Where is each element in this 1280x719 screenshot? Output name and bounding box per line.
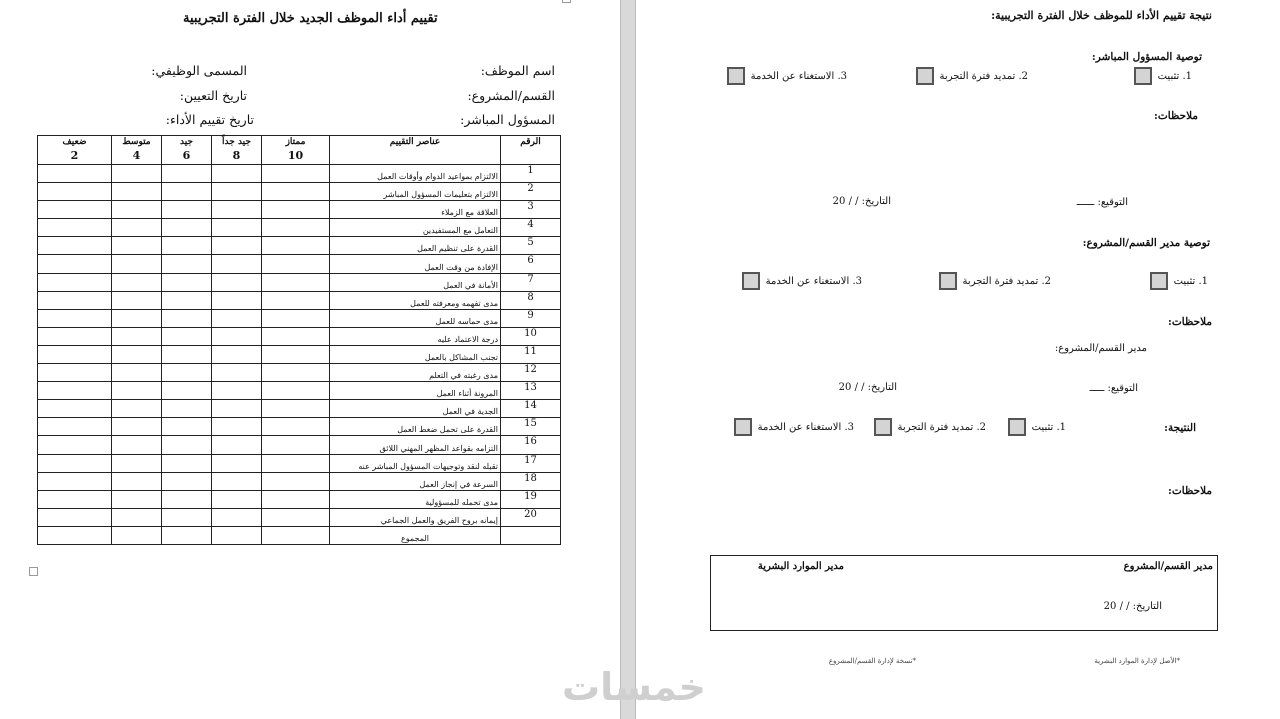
score-cell[interactable] [38,309,112,327]
table-row [38,345,561,363]
score-cell[interactable] [112,436,162,454]
department-label: القسم/المشروع: [467,88,555,103]
score-cell[interactable] [162,309,212,327]
job-title-label: المسمى الوظيفي: [151,63,247,78]
page-gutter [620,0,636,719]
footer-original-note: *الأصل لإدارة الموارد البشرية [1094,657,1180,665]
score-cell[interactable] [212,508,262,526]
score-cell[interactable] [262,183,330,201]
row-item: القدرة على تحمل ضغط العمل [330,418,501,436]
score-cell[interactable] [162,400,212,418]
score-cell[interactable] [162,327,212,345]
score-cell[interactable] [38,345,112,363]
header-number: الرقم [501,136,561,165]
score-cell[interactable] [162,508,212,526]
score-cell[interactable] [112,237,162,255]
header-weak: ضعيف 2 [38,136,112,165]
manager-notes-label: ملاحظات: [1154,110,1198,122]
score-cell[interactable] [162,490,212,508]
score-cell[interactable] [38,436,112,454]
row-item: التعامل مع المستفيدين [330,219,501,237]
score-cell[interactable] [262,255,330,273]
score-cell[interactable] [262,454,330,472]
score-cell[interactable] [212,201,262,219]
score-cell[interactable] [112,201,162,219]
header-elements: عناصر التقييم [330,136,501,165]
dept-signature: التوقيع: ـــــ [1089,383,1138,394]
table-row [38,436,561,454]
row-item: التزامه بقواعد المظهر المهني اللائق [330,436,501,454]
score-cell[interactable] [262,327,330,345]
score-cell[interactable] [112,327,162,345]
table-row [38,400,561,418]
score-cell[interactable] [262,472,330,490]
table-row [38,364,561,382]
table-row [38,490,561,508]
footer-copy-note: *نسخة لإدارة القسم/المشروع [828,657,916,665]
row-item: القدرة على تنظيم العمل [330,237,501,255]
employee-name-label: اسم الموظف: [480,63,555,78]
score-cell[interactable] [212,219,262,237]
form-title: تقييم أداء الموظف الجديد خلال الفترة التجريبية [183,11,438,26]
score-cell[interactable] [162,165,212,183]
row-number: 20 [501,508,561,526]
row-number: 12 [501,364,561,382]
score-cell[interactable] [212,418,262,436]
score-cell[interactable] [38,364,112,382]
score-cell[interactable] [38,273,112,291]
row-item: تقبله لنقد وتوجيهات المسؤول المباشر عنه [330,454,501,472]
score-cell[interactable] [38,382,112,400]
table-row [38,291,561,309]
result-title: نتيجة تقييم الأداء للموظف خلال الفترة التجريبية: [991,9,1212,22]
score-cell[interactable] [112,219,162,237]
row-number: 9 [501,309,561,327]
score-cell[interactable] [212,400,262,418]
score-cell[interactable] [262,309,330,327]
dept-option-extend[interactable]: 2. تمديد فترة التجربة [939,272,1051,290]
score-cell[interactable] [262,237,330,255]
score-cell[interactable] [212,472,262,490]
evaluation-date-label: تاريخ تقييم الأداء: [165,112,254,127]
score-cell[interactable] [38,201,112,219]
row-item: مدى رغبته في التعلم [330,364,501,382]
total-label: المجموع [330,526,501,544]
dept-notes-label: ملاحظات: [1168,316,1212,328]
checkbox-icon[interactable] [1134,67,1152,85]
score-cell[interactable] [262,165,330,183]
score-cell[interactable] [212,237,262,255]
score-cell[interactable] [162,219,212,237]
score-cell[interactable] [38,219,112,237]
watermark-logo: خمسات [562,665,706,709]
score-cell[interactable] [212,183,262,201]
checkbox-icon[interactable] [734,418,752,436]
evaluation-table [37,135,561,545]
row-item: مدى تحمله للمسؤولية [330,490,501,508]
score-cell[interactable] [262,382,330,400]
score-cell[interactable] [112,183,162,201]
score-cell[interactable] [212,309,262,327]
score-cell[interactable] [38,165,112,183]
result-option-extend[interactable]: 2. تمديد فترة التجربة [874,418,986,436]
header-excellent: ممتاز 10 [262,136,330,165]
score-cell[interactable] [112,345,162,363]
box-hr-manager: مدير الموارد البشرية [757,561,844,572]
score-cell[interactable] [212,327,262,345]
checkbox-icon[interactable] [916,67,934,85]
total-blank-cell [501,526,561,544]
page-marker-icon [562,0,571,3]
checkbox-icon[interactable] [1150,272,1168,290]
score-cell[interactable] [38,237,112,255]
dept-option-confirm[interactable]: 1. تثبيت [1150,272,1208,290]
table-row [38,418,561,436]
score-cell[interactable] [162,237,212,255]
table-row [38,219,561,237]
manager-signature: التوقيع: ــــــ [1076,197,1128,208]
score-cell[interactable] [262,418,330,436]
score-cell[interactable] [212,454,262,472]
score-cell[interactable] [212,364,262,382]
page-left [0,0,620,719]
total-score-cell[interactable] [38,526,112,544]
score-cell[interactable] [112,273,162,291]
box-dept-manager: مدير القسم/المشروع [1123,561,1213,572]
table-row [38,508,561,526]
score-cell[interactable] [112,382,162,400]
score-cell[interactable] [212,436,262,454]
score-cell[interactable] [112,309,162,327]
score-cell[interactable] [212,255,262,273]
score-cell[interactable] [262,364,330,382]
dept-manager-label: مدير القسم/المشروع: [1054,343,1147,354]
score-cell[interactable] [262,508,330,526]
table-row [38,309,561,327]
table-row [38,327,561,345]
manager-date: التاريخ: / / 20 [832,196,891,207]
header-good: جيد 6 [162,136,212,165]
result-notes-label: ملاحظات: [1168,485,1212,497]
row-number: 7 [501,273,561,291]
total-row [38,526,561,544]
dept-recommendation-heading: توصية مدير القسم/المشروع: [1082,237,1210,249]
checkbox-icon[interactable] [874,418,892,436]
score-cell[interactable] [262,273,330,291]
score-cell[interactable] [162,183,212,201]
row-number: 11 [501,345,561,363]
table-row [38,201,561,219]
manager-option-extend[interactable]: 2. تمديد فترة التجربة [916,67,1028,85]
manager-recommendation-heading: توصية المسؤول المباشر: [1091,51,1202,63]
row-number: 4 [501,219,561,237]
checkbox-icon[interactable] [742,272,760,290]
score-cell[interactable] [38,472,112,490]
hire-date-label: تاريخ التعيين: [179,88,247,103]
score-cell[interactable] [112,165,162,183]
score-cell[interactable] [162,454,212,472]
result-option-confirm[interactable]: 1. تثبيت [1008,418,1066,436]
checkbox-icon[interactable] [1008,418,1026,436]
result-option-terminate[interactable]: 3. الاستغناء عن الخدمة [734,418,854,436]
table-header-row [38,136,561,165]
table-row [38,382,561,400]
score-cell[interactable] [112,454,162,472]
score-cell[interactable] [162,255,212,273]
total-score-cell[interactable] [162,526,212,544]
row-item: تجنب المشاكل بالعمل [330,345,501,363]
row-number: 16 [501,436,561,454]
score-cell[interactable] [162,382,212,400]
header-very-good: جيد جداً 8 [212,136,262,165]
row-number: 3 [501,201,561,219]
total-score-cell[interactable] [112,526,162,544]
table-row [38,183,561,201]
row-item: الأمانة في العمل [330,273,501,291]
row-item: مدى حماسه للعمل [330,309,501,327]
direct-manager-label: المسؤول المباشر: [460,112,555,127]
row-number: 15 [501,418,561,436]
score-cell[interactable] [212,382,262,400]
score-cell[interactable] [212,273,262,291]
score-cell[interactable] [112,291,162,309]
score-cell[interactable] [262,490,330,508]
row-number: 18 [501,472,561,490]
score-cell[interactable] [212,490,262,508]
score-cell[interactable] [38,454,112,472]
score-cell[interactable] [112,400,162,418]
score-cell[interactable] [262,400,330,418]
total-score-cell[interactable] [262,526,330,544]
row-item: الالتزام بتعليمات المسؤول المباشر [330,183,501,201]
table-row [38,255,561,273]
score-cell[interactable] [162,201,212,219]
score-cell[interactable] [38,490,112,508]
score-cell[interactable] [38,400,112,418]
row-number: 10 [501,327,561,345]
row-item: درجة الاعتماد عليه [330,327,501,345]
score-cell[interactable] [162,436,212,454]
table-row [38,165,561,183]
score-cell[interactable] [112,508,162,526]
score-cell[interactable] [38,508,112,526]
row-number: 17 [501,454,561,472]
score-cell[interactable] [38,255,112,273]
paragraph-marker-icon [29,567,38,576]
score-cell[interactable] [212,345,262,363]
table-row [38,472,561,490]
total-score-cell[interactable] [212,526,262,544]
score-cell[interactable] [212,291,262,309]
row-number: 14 [501,400,561,418]
row-number: 2 [501,183,561,201]
row-number: 8 [501,291,561,309]
score-cell[interactable] [112,472,162,490]
score-cell[interactable] [262,291,330,309]
box-date: التاريخ: / / 20 [1103,601,1162,612]
row-number: 5 [501,237,561,255]
score-cell[interactable] [212,165,262,183]
score-cell[interactable] [162,418,212,436]
score-cell[interactable] [38,183,112,201]
table-row [38,237,561,255]
table-row [38,454,561,472]
row-item: الجدية في العمل [330,400,501,418]
score-cell[interactable] [262,436,330,454]
dept-option-terminate[interactable]: 3. الاستغناء عن الخدمة [742,272,862,290]
manager-option-confirm[interactable]: 1. تثبيت [1134,67,1192,85]
row-number: 1 [501,165,561,183]
row-item: العلاقة مع الزملاء [330,201,501,219]
score-cell[interactable] [38,291,112,309]
score-cell[interactable] [162,364,212,382]
score-cell[interactable] [38,418,112,436]
score-cell[interactable] [162,472,212,490]
header-average: متوسط 4 [112,136,162,165]
dept-date: التاريخ: / / 20 [838,382,897,393]
score-cell[interactable] [262,219,330,237]
score-cell[interactable] [38,327,112,345]
row-number: 13 [501,382,561,400]
score-cell[interactable] [262,345,330,363]
score-cell[interactable] [112,255,162,273]
row-item: السرعة في إنجاز العمل [330,472,501,490]
score-cell[interactable] [112,490,162,508]
row-item: الالتزام بمواعيد الدوام وأوقات العمل [330,165,501,183]
row-number: 6 [501,255,561,273]
row-item: المرونة أثناء العمل [330,382,501,400]
score-cell[interactable] [112,364,162,382]
score-cell[interactable] [162,273,212,291]
result-heading: النتيجة: [1164,422,1196,434]
row-item: إيمانه بروح الفريق والعمل الجماعي [330,508,501,526]
table-row [38,273,561,291]
row-item: الإفادة من وقت العمل [330,255,501,273]
checkbox-icon[interactable] [939,272,957,290]
score-cell[interactable] [262,201,330,219]
score-cell[interactable] [162,345,212,363]
manager-option-terminate[interactable]: 3. الاستغناء عن الخدمة [727,67,847,85]
score-cell[interactable] [112,418,162,436]
checkbox-icon[interactable] [727,67,745,85]
row-number: 19 [501,490,561,508]
score-cell[interactable] [162,291,212,309]
row-item: مدى تفهمه ومعرفته للعمل [330,291,501,309]
